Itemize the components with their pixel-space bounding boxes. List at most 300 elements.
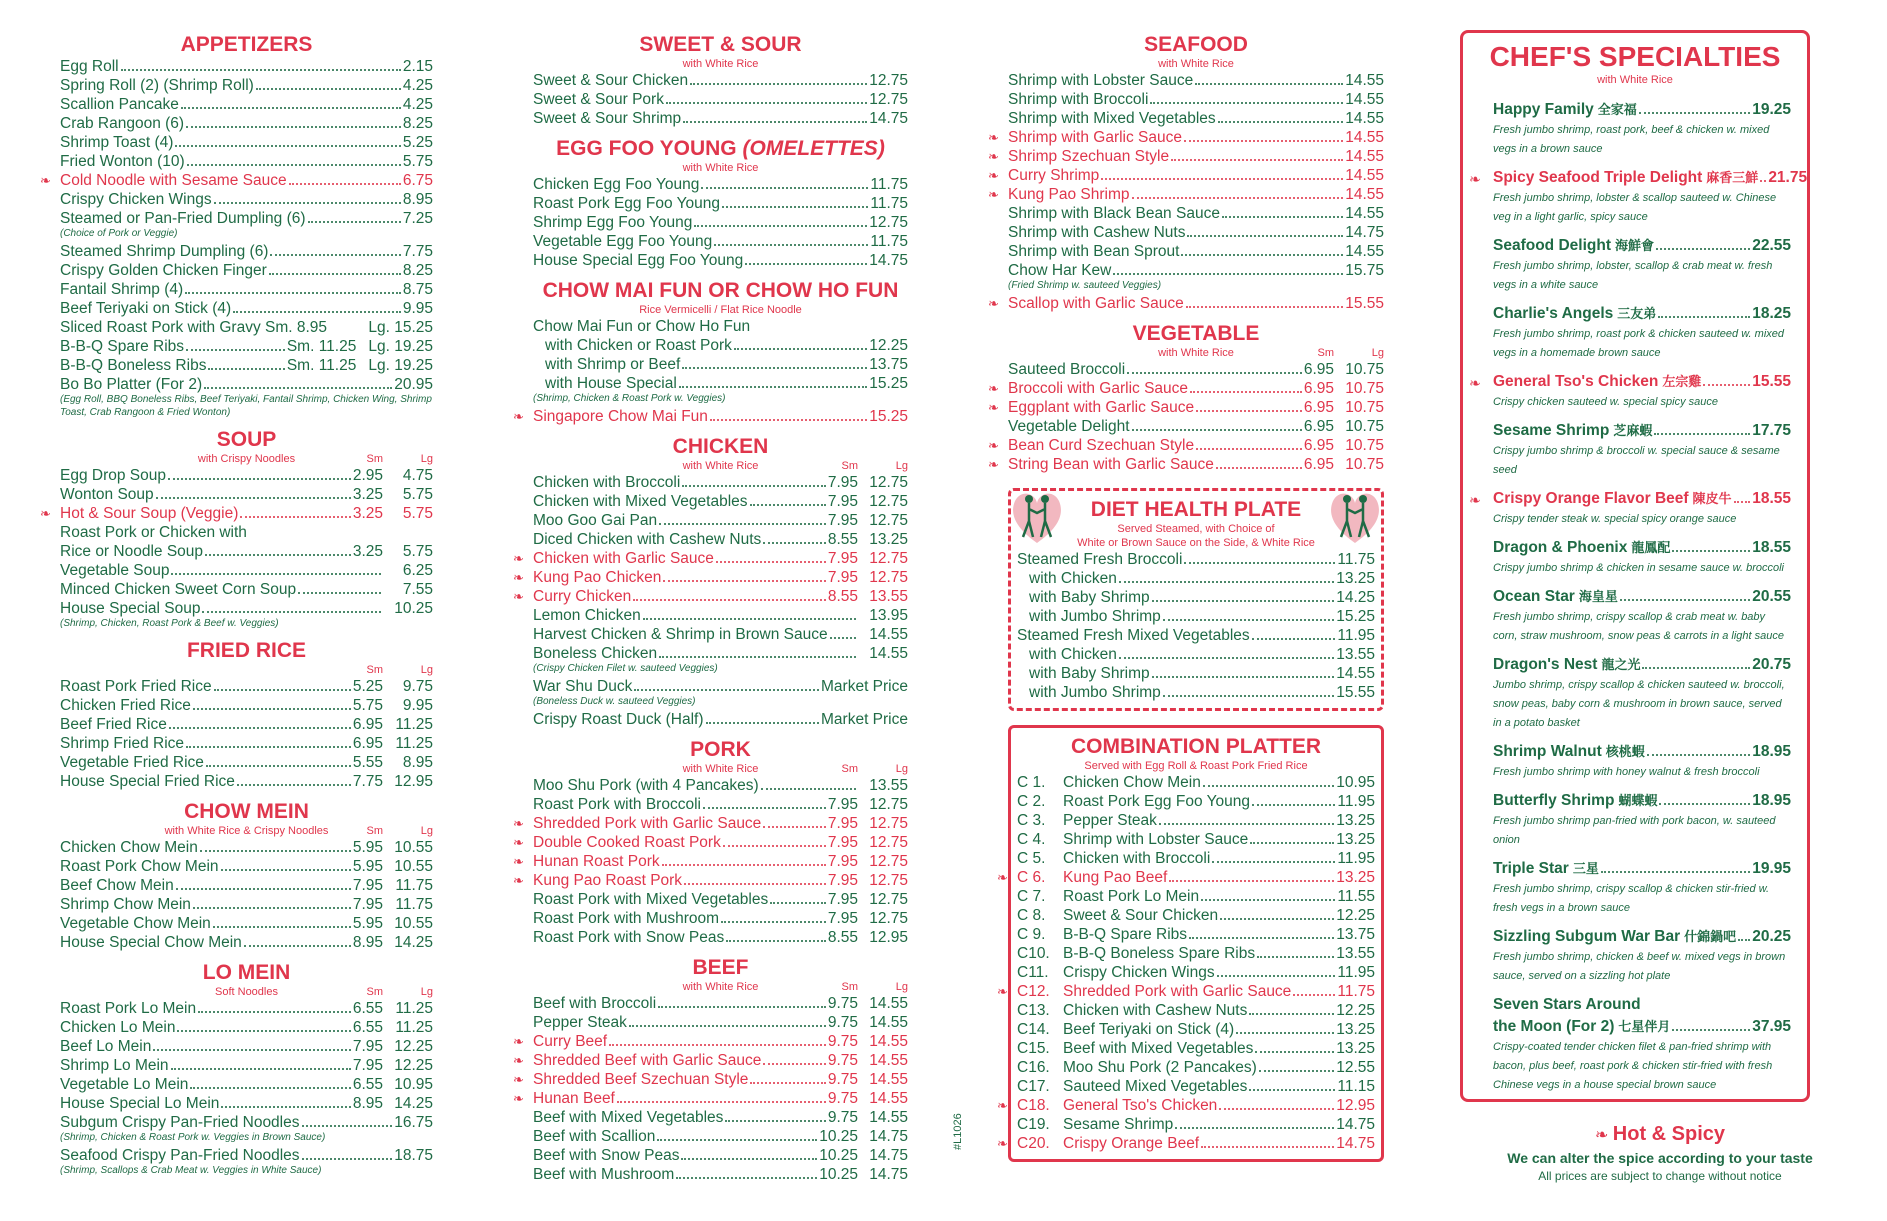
item-price-large: 14.25 <box>394 934 433 951</box>
item-price-large: 10.75 <box>1345 418 1384 435</box>
dot-leader <box>694 225 867 227</box>
dot-leader <box>1639 112 1750 114</box>
item-prices <box>353 485 433 504</box>
item-description: Fresh jumbo shrimp, crispy scallop & crab meat w. baby corn, straw mushroom, snow peas & carrots in a light sauce <box>1493 611 1785 642</box>
menu-item <box>1017 944 1375 963</box>
dot-leader <box>121 69 401 71</box>
section-title-text: BEEF <box>692 956 749 979</box>
dot-leader <box>1163 695 1334 697</box>
item-price-large: 12.75 <box>869 474 908 491</box>
menu-item <box>60 933 433 952</box>
dot-leader <box>208 368 284 370</box>
item-price-large: 13.25 <box>869 531 908 548</box>
item-name: Roast Pork Chow Mein <box>60 858 219 875</box>
item-price-small: 5.95 <box>352 839 383 856</box>
item-name: Roast Pork Lo Mein <box>60 1000 197 1017</box>
item-price: 17.75 <box>1752 422 1791 439</box>
dot-leader <box>1169 880 1334 882</box>
item-price: 19.95 <box>1752 860 1791 877</box>
item-price-small: 8.55 <box>827 588 858 605</box>
item-name: House Special Egg Foo Young <box>533 252 744 269</box>
dot-leader <box>185 292 401 294</box>
item-price: 12.55 <box>1336 1059 1375 1076</box>
chow-mai-fun-section <box>533 278 908 426</box>
dot-leader <box>1658 316 1750 318</box>
item-name: ❧ Shredded Beef Szechuan Style <box>533 1071 749 1088</box>
item-name: Beef with Mixed Vegetables <box>1063 1040 1254 1057</box>
section-subtitle: Rice Vermicelli / Flat Rice Noodle <box>639 304 802 316</box>
menu-item <box>533 677 908 696</box>
item-price: 8.25 <box>402 262 433 279</box>
menu-item <box>533 587 908 606</box>
item-name: Sweet & Sour Chicken <box>1063 907 1219 924</box>
size-header-small: Sm <box>841 763 858 775</box>
item-prices <box>353 999 433 1018</box>
item-price: 12.75 <box>869 91 908 108</box>
item-price: Lg. 19.25 <box>368 357 433 374</box>
item-description: Fresh jumbo shrimp, lobster, scallop & crab meat w. fresh vegs in a white sauce <box>1493 260 1773 291</box>
dot-leader <box>1187 235 1343 237</box>
dot-leader <box>721 921 826 923</box>
dot-leader <box>830 637 856 639</box>
menu-item <box>533 473 908 492</box>
size-header-small: Sm <box>366 986 383 998</box>
dot-leader <box>1220 918 1334 920</box>
section-title <box>1008 32 1384 57</box>
item-note: (Shrimp, Chicken & Roast Pork w. Veggies) <box>533 393 726 404</box>
menu-item <box>533 795 908 814</box>
item-price: 20.55 <box>1752 588 1791 605</box>
menu-item <box>60 696 433 715</box>
dot-leader <box>1196 448 1302 450</box>
dot-leader <box>1222 216 1343 218</box>
item-price: 13.55 <box>1336 646 1375 663</box>
dot-leader <box>205 554 351 556</box>
item-name: ❧ Kung Pao Roast Pork <box>533 872 683 889</box>
section-title-text: SEAFOOD <box>1144 33 1248 56</box>
dot-leader <box>1190 391 1302 393</box>
item-price-large: 12.75 <box>869 512 908 529</box>
section-subtitle: with White Rice <box>682 763 759 775</box>
item-price: 6.75 <box>402 172 433 189</box>
item-name: B-B-Q Spare Ribs <box>60 338 185 355</box>
item-name: with Baby Shrimp <box>1029 665 1150 682</box>
menu-column-4 <box>1460 30 1860 1102</box>
chef-item-line <box>1493 371 1791 393</box>
chef-special <box>1493 303 1791 363</box>
diet-health-plate-box <box>1008 488 1384 711</box>
item-price-small: 5.55 <box>352 754 383 771</box>
dot-leader <box>190 1087 350 1089</box>
menu-item <box>533 1070 908 1089</box>
item-prices <box>858 606 908 625</box>
section-title-text: PORK <box>690 738 751 761</box>
menu-item <box>533 644 908 663</box>
item-prices <box>828 1051 908 1070</box>
item-name: Crispy Chicken Wings <box>60 191 212 208</box>
menu-item <box>533 194 908 213</box>
item-price: 11.95 <box>1337 964 1375 981</box>
menu-item <box>1008 109 1384 128</box>
dot-leader <box>763 1063 826 1065</box>
item-prices <box>353 542 433 561</box>
section-title-extra: (OMELETTES) <box>742 137 885 160</box>
dot-leader <box>1150 102 1343 104</box>
item-prices <box>353 715 433 734</box>
item-price-small: 2.95 <box>352 467 383 484</box>
item-price-large: 10.75 <box>1345 437 1384 454</box>
item-description: Jumbo shrimp, crispy scallop & chicken sauteed w. broccoli, snow peas, baby corn & mushroom in brown sauce, served in a potato basket <box>1493 679 1785 729</box>
item-name: ❧ Kung Pao Chicken <box>533 569 662 586</box>
section-title <box>533 737 908 762</box>
item-price: 12.95 <box>1336 1097 1375 1114</box>
menu-item <box>60 838 433 857</box>
menu-item <box>60 1056 433 1075</box>
menu-item <box>60 857 433 876</box>
menu-item <box>533 175 908 194</box>
chef-special <box>1493 371 1791 412</box>
item-chinese-name: 海皇星 <box>1578 589 1618 604</box>
item-price-small: 10.25 <box>819 1147 858 1164</box>
item-chinese-name: 陳皮牛 <box>1692 491 1732 506</box>
item-price-large: 14.75 <box>869 1128 908 1145</box>
couple-figure-icon <box>1325 485 1385 547</box>
item-name: Beef with Snow Peas <box>533 1147 680 1164</box>
dot-leader <box>763 826 826 828</box>
item-name: with Jumbo Shrimp <box>1029 684 1161 701</box>
menu-item <box>60 57 433 76</box>
menu-item <box>1008 128 1384 147</box>
item-price-large: 12.25 <box>394 1057 433 1074</box>
dot-leader <box>1101 178 1343 180</box>
dot-leader <box>193 907 351 909</box>
size-header <box>816 459 908 473</box>
item-price-large: 10.55 <box>394 839 433 856</box>
chef-special <box>1493 167 1808 227</box>
item-price-large: 12.75 <box>869 569 908 586</box>
item-name: with Chicken <box>1029 646 1117 663</box>
dot-leader <box>701 187 868 189</box>
item-price-large: 11.25 <box>395 1019 433 1036</box>
dot-leader <box>1201 1146 1334 1148</box>
item-prices <box>828 833 908 852</box>
menu-item <box>1017 982 1375 1001</box>
chefs-specialties-box <box>1460 30 1810 1102</box>
dot-leader <box>186 126 401 128</box>
item-prices <box>828 795 908 814</box>
item-price-small: 6.55 <box>352 1000 383 1017</box>
item-name: Charlie's Angels <box>1493 305 1614 322</box>
item-price: 14.55 <box>1345 205 1384 222</box>
item-price: 21.75 <box>1768 169 1808 186</box>
menu-item <box>533 1165 908 1184</box>
item-price: 12.25 <box>1336 907 1375 924</box>
item-name: Beef with Mushroom <box>533 1166 675 1183</box>
item-price-large: 12.75 <box>869 853 908 870</box>
dot-leader <box>1132 197 1344 199</box>
section-title <box>533 434 908 459</box>
item-price: 13.25 <box>1336 1040 1375 1057</box>
dot-leader <box>1163 619 1334 621</box>
section-sub-row <box>533 161 908 175</box>
size-header-small: Sm <box>841 460 858 472</box>
menu-item <box>533 625 908 644</box>
item-price-small: 8.55 <box>827 531 858 548</box>
dot-leader <box>1189 937 1334 939</box>
section-title-text: CHICKEN <box>672 435 769 458</box>
menu-item <box>533 336 908 355</box>
item-price-small: 3.25 <box>352 543 383 560</box>
menu-item <box>533 213 908 232</box>
item-name: General Tso's Chicken <box>1063 1097 1218 1114</box>
item-price-small: 7.95 <box>827 872 858 889</box>
item-price-large: 12.75 <box>869 834 908 851</box>
menu-item <box>60 753 433 772</box>
menu-item <box>533 530 908 549</box>
item-price-small: 7.95 <box>352 1038 383 1055</box>
item-name: with House Special <box>545 375 677 392</box>
chef-special <box>1493 994 1791 1095</box>
menu-item <box>1008 261 1384 280</box>
item-price: 4.25 <box>402 77 433 94</box>
item-description: Fresh jumbo shrimp, crispy scallop & chicken stir-fried w. fresh vegs in a brown sauce <box>1493 883 1770 914</box>
item-price: 13.25 <box>1336 831 1375 848</box>
section-title <box>60 32 433 57</box>
menu-item <box>60 772 433 791</box>
item-prices <box>828 1013 908 1032</box>
item-name: Egg Roll <box>60 58 119 75</box>
item-price: 11.75 <box>870 176 908 193</box>
menu-item <box>60 734 433 753</box>
dot-leader <box>723 845 826 847</box>
couple-figure-icon <box>1007 485 1067 547</box>
item-name: Kung Pao Beef <box>1063 869 1168 886</box>
item-name: Shrimp Toast (4) <box>60 134 174 151</box>
item-prices <box>1304 417 1384 436</box>
chef-item-line <box>1493 858 1791 880</box>
item-price: 12.25 <box>869 337 908 354</box>
item-name: Vegetable Chow Mein <box>60 915 211 932</box>
dot-leader <box>1672 550 1750 552</box>
item-name: Roast Pork or Chicken with <box>60 524 247 541</box>
item-price-large: 7.55 <box>402 581 433 598</box>
item-price: 13.25 <box>1336 570 1375 587</box>
menu-item <box>1017 1134 1375 1153</box>
item-price-small: 7.95 <box>827 474 858 491</box>
item-price-small: 10.25 <box>819 1128 858 1145</box>
menu-item <box>533 890 908 909</box>
dot-leader <box>237 784 351 786</box>
item-name: Beef with Broccoli <box>533 995 657 1012</box>
dot-leader <box>302 1125 393 1127</box>
dot-leader <box>206 765 351 767</box>
item-prices <box>353 466 433 485</box>
item-prices <box>819 1165 908 1184</box>
menu-item <box>60 76 433 95</box>
chef-item-line <box>1493 235 1791 257</box>
item-price-large: 13.95 <box>869 607 908 624</box>
item-name: ❧ Curry Beef <box>533 1033 608 1050</box>
item-prices <box>819 1146 908 1165</box>
item-price-large: 14.25 <box>394 1095 433 1112</box>
item-price: 14.75 <box>1336 1135 1375 1152</box>
item-name: Steamed Fresh Mixed Vegetables <box>1017 627 1250 644</box>
item-price: 11.75 <box>870 233 908 250</box>
item-chinese-name: 三友弟 <box>1617 306 1657 321</box>
dot-leader <box>722 206 868 208</box>
item-chinese-name: 龍之光 <box>1601 657 1641 672</box>
item-price: 18.55 <box>1752 490 1791 507</box>
item-price-small: 5.25 <box>352 678 383 695</box>
item-price: 14.25 <box>1336 589 1375 606</box>
item-name: Beef Lo Mein <box>60 1038 152 1055</box>
chicken-section <box>533 434 908 729</box>
menu-code: #L1026 <box>952 1113 964 1150</box>
item-name: B-B-Q Boneless Spare Ribs <box>1063 945 1256 962</box>
item-name: Chow Mai Fun or Chow Ho Fun <box>533 318 751 335</box>
item-price-small: 7.95 <box>827 853 858 870</box>
dot-leader <box>666 102 867 104</box>
menu-item <box>1008 147 1384 166</box>
item-price: 16.75 <box>394 1114 433 1131</box>
item-name: Seven Stars Around <box>1493 996 1641 1013</box>
menu-item <box>1008 417 1384 436</box>
menu-item <box>533 1089 908 1108</box>
item-price-large: 5.75 <box>402 505 433 522</box>
item-price-large: 14.55 <box>869 626 908 643</box>
size-header-large: Lg <box>420 664 433 676</box>
item-chinese-name: 七星伴月 <box>1618 1019 1671 1034</box>
section-sub-row <box>60 824 433 838</box>
item-name: Beef Fried Rice <box>60 716 167 733</box>
combo-code: ❧ C12. <box>1017 983 1050 1000</box>
chef-special <box>1493 741 1791 782</box>
chow-mein-section <box>60 799 433 952</box>
egg-foo-young-section <box>533 136 908 270</box>
item-price: 13.75 <box>869 356 908 373</box>
item-name: ❧ Crispy Orange Flavor Beef <box>1493 490 1689 507</box>
chef-item-line <box>1493 1016 1791 1038</box>
sweet-sour-section <box>533 32 908 128</box>
item-price-small: 5.95 <box>352 915 383 932</box>
item-name: Moo Shu Pork (2 Pancakes) <box>1063 1059 1257 1076</box>
item-price-small: 7.95 <box>827 569 858 586</box>
menu-item <box>60 1094 433 1113</box>
item-name: Shredded Pork with Garlic Sauce <box>1063 983 1292 1000</box>
size-header <box>1292 346 1384 360</box>
menu-item <box>1017 607 1375 626</box>
item-name: Beef Chow Mein <box>60 877 174 894</box>
item-price-small: 8.55 <box>827 929 858 946</box>
soup-section <box>60 427 433 630</box>
menu-item <box>533 355 908 374</box>
menu-item <box>60 1146 433 1165</box>
dot-leader <box>156 497 351 499</box>
combo-code: C15. <box>1017 1040 1050 1057</box>
menu-item <box>60 209 433 228</box>
section-subtitle: with White Rice <box>682 162 759 174</box>
item-prices <box>828 1108 908 1127</box>
combo-code: C13. <box>1017 1002 1050 1019</box>
item-name: ❧ General Tso's Chicken <box>1493 373 1659 390</box>
menu-item <box>533 994 908 1013</box>
item-name: Chow Har Kew <box>1008 262 1112 279</box>
size-header <box>341 663 433 677</box>
item-name: ❧ Shredded Pork with Garlic Sauce <box>533 815 762 832</box>
dot-leader <box>682 367 867 369</box>
dot-leader <box>681 1158 817 1160</box>
item-prices <box>353 857 433 876</box>
item-name: Pepper Steak <box>533 1014 627 1031</box>
item-price-small: 7.95 <box>827 910 858 927</box>
dot-leader <box>634 689 819 691</box>
item-name: Egg Drop Soup <box>60 467 166 484</box>
dot-leader <box>181 107 401 109</box>
menu-item <box>60 152 433 171</box>
dot-leader <box>198 1011 351 1013</box>
dot-leader <box>763 542 826 544</box>
item-chinese-name: 左宗雞 <box>1662 374 1702 389</box>
item-price-large: 10.75 <box>1345 380 1384 397</box>
dot-leader <box>1217 975 1336 977</box>
item-price-small: 6.55 <box>352 1019 383 1036</box>
menu-item <box>533 776 908 795</box>
menu-item <box>1008 223 1384 242</box>
menu-column-3 <box>1008 30 1384 1172</box>
item-price-large: 14.55 <box>869 1033 908 1050</box>
item-price-small: 6.95 <box>1303 361 1334 378</box>
dot-leader <box>1127 372 1302 374</box>
chef-item-line <box>1493 99 1791 121</box>
item-name: Lemon Chicken <box>533 607 641 624</box>
item-prices <box>828 928 908 947</box>
menu-item <box>1017 569 1375 588</box>
item-price: 7.75 <box>402 243 433 260</box>
dot-leader <box>1252 638 1336 640</box>
item-price: 15.55 <box>1752 373 1791 390</box>
item-name: Vegetable Fried Rice <box>60 754 204 771</box>
item-price-large: 14.55 <box>869 1052 908 1069</box>
section-title <box>1008 321 1384 346</box>
dot-leader <box>187 164 401 166</box>
item-price-large: 13.55 <box>869 777 908 794</box>
item-price-large: 12.75 <box>869 550 908 567</box>
item-name: ❧ Spicy Seafood Triple Delight <box>1493 169 1703 186</box>
item-price: 14.75 <box>869 110 908 127</box>
menu-item <box>60 171 433 190</box>
item-prices <box>353 914 433 933</box>
size-header <box>341 452 433 466</box>
dot-leader <box>175 145 400 147</box>
dot-leader <box>1293 994 1335 996</box>
item-name: Chicken with Cashew Nuts <box>1063 1002 1248 1019</box>
item-name: Beef with Scallion <box>533 1128 656 1145</box>
menu-item <box>1017 664 1375 683</box>
item-name: Sweet & Sour Pork <box>533 91 664 108</box>
dot-leader <box>710 419 867 421</box>
item-name: with Shrimp or Beef <box>545 356 681 373</box>
dot-leader <box>1236 1032 1334 1034</box>
item-name: Shrimp with Bean Sprout <box>1008 243 1180 260</box>
menu-item <box>1008 166 1384 185</box>
dot-leader <box>214 689 351 691</box>
item-price-small: 6.95 <box>352 735 383 752</box>
item-name: Shrimp Fried Rice <box>60 735 185 752</box>
dot-leader <box>676 1177 817 1179</box>
item-price-large: 13.55 <box>869 588 908 605</box>
menu-item <box>533 492 908 511</box>
item-name: House Special Chow Mein <box>60 934 242 951</box>
